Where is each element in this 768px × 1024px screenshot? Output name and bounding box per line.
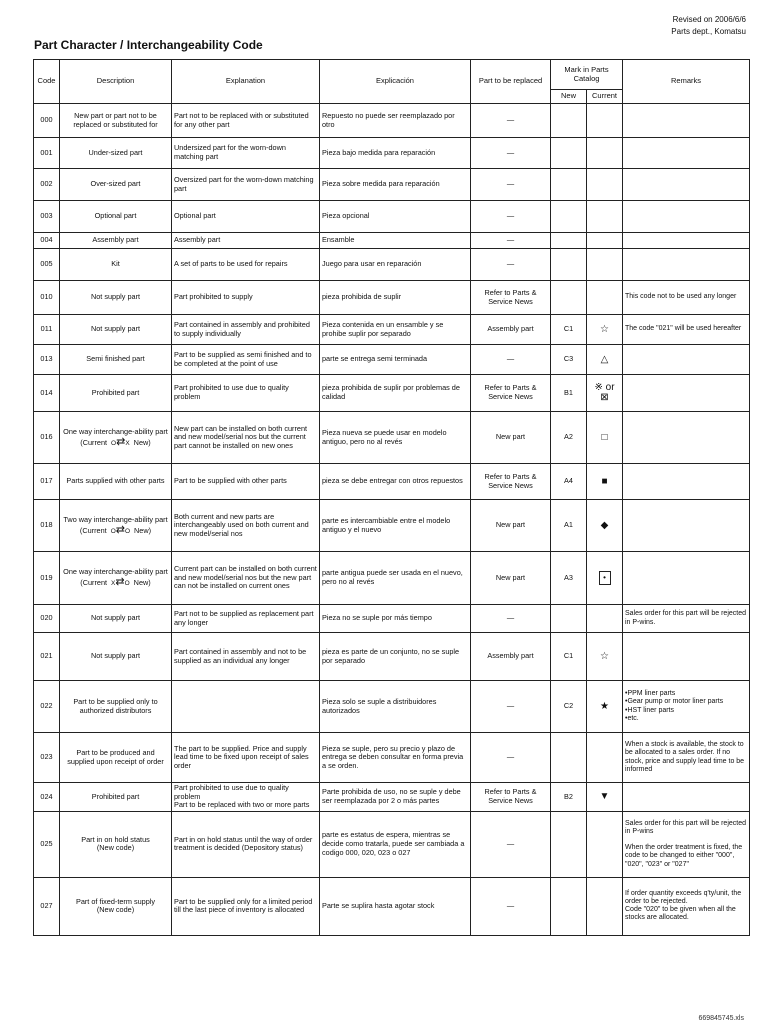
row-mark-new: B2 [551,783,587,812]
row-code: 019 [34,552,60,605]
row-remarks [623,169,750,201]
row-mark-current [587,811,623,877]
row-mark-new [551,169,587,201]
table-row [34,281,750,315]
row-explicacion: pieza se debe entregar con otros repuestos [320,464,471,500]
row-description [60,464,172,500]
arrow-bottom-mark: O [124,527,131,535]
description-text: Semi finished part [86,354,145,364]
row-description [60,552,172,605]
description-text: Kit [111,259,120,269]
description-text: Not supply part [90,613,141,623]
row-mark-current [587,249,623,281]
header-explicacion: Explicación [320,60,471,104]
catalog-mark-symbol: △ [600,353,609,365]
row-explicacion: Parte prohibida de uso, no se suple y debe ser reemplazada por 2 o más partes [320,783,471,812]
row-description [60,315,172,345]
arrow-left-label: (Current [79,525,107,535]
row-mark-new: A1 [551,500,587,552]
table-row [34,783,750,812]
row-description [60,783,172,812]
row-description [60,201,172,233]
row-mark-current [587,500,623,552]
description-text: Prohibited part [91,387,140,397]
table-row [34,249,750,281]
row-mark-new: C2 [551,681,587,733]
row-mark-new: A4 [551,464,587,500]
description-text: Not supply part [90,651,141,661]
table-row [34,811,750,877]
row-explanation: Part prohibited to supply [172,281,320,315]
row-code: 001 [34,138,60,169]
double-arrow-icon [111,435,130,448]
row-mark-current [587,552,623,605]
row-mark-current [587,104,623,138]
table-row [34,733,750,783]
revised-date: Revised on 2006/6/6 [672,15,746,24]
row-description [60,412,172,464]
row-code: 021 [34,633,60,681]
row-mark-current [587,633,623,681]
row-description [60,605,172,633]
description-text: Two way interchange-ability part [63,514,168,524]
row-replaced: Refer to Parts & Service News [471,783,551,812]
description-text: Part of fixed-term supply (New code) [75,896,156,915]
row-replaced: — [471,811,551,877]
description-text: Part to be produced and supplied upon receipt of order [67,747,164,766]
row-remarks [623,138,750,169]
double-arrow-icon [110,523,131,536]
row-explanation: Part to be supplied with other parts [172,464,320,500]
row-mark-current [587,681,623,733]
arrow-left-label: (Current [80,578,108,587]
header-mark-new: New [551,90,587,104]
header-replaced: Part to be replaced [471,60,551,104]
row-explanation: Part in on hold status until the way of order treatment is decided (Depository status) [172,811,320,877]
row-remarks [623,412,750,464]
row-code: 024 [34,783,60,812]
table-row [34,315,750,345]
row-remarks [623,249,750,281]
row-code: 020 [34,605,60,633]
row-remarks [623,201,750,233]
description-text: Not supply part [90,324,141,334]
row-replaced: — [471,201,551,233]
row-explanation: Part prohibited to use due to quality problem [172,375,320,412]
row-code: 027 [34,877,60,935]
table-row [34,681,750,733]
table-row [34,500,750,552]
row-mark-current [587,375,623,412]
description-text: Part in on hold status (New code) [81,834,150,853]
row-explicacion: Pieza se suple, pero su precio y plazo de entrega se deben consultar en forma previa a se orden. [320,733,471,783]
row-code: 014 [34,375,60,412]
row-mark-new [551,281,587,315]
row-code: 011 [34,315,60,345]
row-description [60,681,172,733]
row-description [60,633,172,681]
row-mark-current [587,281,623,315]
row-mark-current [587,783,623,812]
header-code: Code [34,60,60,104]
row-mark-new [551,201,587,233]
row-mark-new [551,249,587,281]
interchange-arrow [62,435,169,448]
row-explanation: Oversized part for the worn-down matching part [172,169,320,201]
row-replaced: New part [471,552,551,605]
arrow-top-mark: O [111,439,117,447]
row-mark-current [587,464,623,500]
revision-info [671,14,746,38]
row-code: 018 [34,500,60,552]
row-mark-new [551,811,587,877]
row-replaced: — [471,681,551,733]
table-row [34,464,750,500]
catalog-mark-symbol: • [599,571,611,585]
row-code: 017 [34,464,60,500]
row-code: 004 [34,233,60,249]
interchange-arrow [62,523,169,536]
arrow-right-label: New) [133,578,151,587]
department: Parts dept., Komatsu [671,27,746,36]
row-remarks [623,104,750,138]
row-mark-new [551,233,587,249]
row-explicacion: Pieza bajo medida para reparación [320,138,471,169]
row-explicacion: Repuesto no puede ser reemplazado por otro [320,104,471,138]
row-description [60,249,172,281]
row-explanation: Part to be supplied as semi finished and to be completed at the point of use [172,345,320,375]
row-mark-current [587,201,623,233]
row-remarks: Sales order for this part will be rejected in P-wins. [623,605,750,633]
row-explicacion: Parte se suplira hasta agotar stock [320,877,471,935]
row-mark-new: B1 [551,375,587,412]
table-row [34,552,750,605]
row-explicacion: Pieza opcional [320,201,471,233]
code-table [33,59,750,936]
description-text: Assembly part [92,235,139,245]
row-explicacion: pieza prohibida de suplir [320,281,471,315]
row-mark-current [587,138,623,169]
table-row [34,633,750,681]
row-explicacion: parte se entrega semi terminada [320,345,471,375]
row-explicacion: Pieza no se suple por más tiempo [320,605,471,633]
row-remarks [623,375,750,412]
table-row [34,412,750,464]
row-explanation: Both current and new parts are interchangeably used on both current and new model/serial nos [172,500,320,552]
row-replaced: — [471,249,551,281]
double-arrow-icon [111,576,130,588]
description-text: New part or part not to be replaced or substituted for [73,110,158,129]
row-mark-new [551,605,587,633]
row-code: 010 [34,281,60,315]
row-mark-new: C1 [551,633,587,681]
row-remarks: When a stock is available, the stock to be allocated to a sales order. If no stock, price and supply lead time to be informed [623,733,750,783]
row-replaced: Refer to Parts & Service News [471,281,551,315]
row-remarks [623,233,750,249]
row-description [60,345,172,375]
catalog-mark-symbol: ☆ [600,650,609,662]
row-explanation: Part not to be replaced with or substituted for any other part [172,104,320,138]
row-code: 025 [34,811,60,877]
exchange-arrows-icon: ⇄ [115,576,125,588]
row-description [60,877,172,935]
row-explicacion: Ensamble [320,233,471,249]
row-replaced: — [471,104,551,138]
description-text: Prohibited part [91,791,140,801]
row-code: 016 [34,412,60,464]
row-description [60,281,172,315]
description-text: Parts supplied with other parts [66,476,165,486]
row-remarks: If order quantity exceeds q'ty/unit, the order to be rejected. Code "020" to be given when all the stocks are allocated. [623,877,750,935]
description-text: Under-sized part [88,147,143,157]
row-replaced: — [471,169,551,201]
row-mark-current [587,315,623,345]
row-replaced: Assembly part [471,315,551,345]
row-code: 022 [34,681,60,733]
table-row [34,201,750,233]
exchange-arrows-icon: ⇄ [116,435,126,448]
row-remarks [623,783,750,812]
header-remarks: Remarks [623,60,750,104]
row-remarks [623,500,750,552]
row-replaced: — [471,733,551,783]
table-row [34,605,750,633]
row-explicacion: pieza prohibida de suplir por problemas de calidad [320,375,471,412]
catalog-mark-symbol: □ [601,431,608,443]
arrow-top-mark: O [110,527,116,535]
row-explanation: New part can be installed on both current and new model/serial nos but the current part cannot be installed on new ones [172,412,320,464]
row-explicacion: parte es estatus de espera, mientras se decide como tratarla, puede ser cambiada a codigo 000, 020, 023 o 027 [320,811,471,877]
row-code: 013 [34,345,60,375]
row-explicacion: Juego para usar en reparación [320,249,471,281]
header-mark: Mark in Parts Catalog [551,60,623,90]
row-explanation: Assembly part [172,233,320,249]
row-code: 002 [34,169,60,201]
row-code: 023 [34,733,60,783]
row-explanation: Undersized part for the worn-down matching part [172,138,320,169]
table-row [34,345,750,375]
file-name: 669845745.xls [698,1015,744,1022]
header-explanation: Explanation [172,60,320,104]
arrow-right-label: New) [133,437,151,447]
table-row [34,877,750,935]
row-replaced: — [471,233,551,249]
row-remarks [623,345,750,375]
catalog-mark-symbol: ※ or ⊠ [594,382,615,403]
row-remarks: •PPM liner parts •Gear pump or motor liner parts •HST liner parts •etc. [623,681,750,733]
interchange-arrow [62,576,169,588]
row-explanation: Part contained in assembly and not to be supplied as an individual any longer [172,633,320,681]
row-remarks: This code not to be used any longer [623,281,750,315]
row-mark-new: C1 [551,315,587,345]
row-mark-new: A3 [551,552,587,605]
row-description [60,169,172,201]
exchange-arrows-icon: ⇄ [115,523,125,536]
row-explanation: Part not to be supplied as replacement part any longer [172,605,320,633]
row-mark-current [587,605,623,633]
row-replaced: — [471,877,551,935]
row-explanation: The part to be supplied. Price and supply lead time to be fixed upon receipt of sales order [172,733,320,783]
arrow-left-label: (Current [80,437,108,447]
row-description [60,811,172,877]
row-description [60,733,172,783]
row-mark-new [551,877,587,935]
page-title: Part Character / Interchangeability Code [34,38,263,52]
description-text: Optional part [94,211,137,221]
row-replaced: Assembly part [471,633,551,681]
description-text: One way interchange-ability part [63,426,168,436]
row-mark-current [587,169,623,201]
row-mark-current [587,345,623,375]
row-code: 005 [34,249,60,281]
row-remarks [623,464,750,500]
row-replaced: — [471,138,551,169]
arrow-top-mark: X [111,580,116,587]
header-mark-current: Current [587,90,623,104]
row-mark-current [587,233,623,249]
table-row [34,169,750,201]
row-explicacion: parte antigua puede ser usada en el nuevo, pero no al revés [320,552,471,605]
table-row [34,138,750,169]
row-description [60,233,172,249]
row-explanation: Part contained in assembly and prohibited to supply individually [172,315,320,345]
description-text: One way interchange-ability part [63,567,168,577]
row-mark-current [587,733,623,783]
arrow-bottom-mark: X [125,439,130,447]
row-mark-new [551,138,587,169]
catalog-mark-symbol: ★ [600,700,609,712]
table-row [34,375,750,412]
row-mark-current [587,877,623,935]
row-remarks [623,552,750,605]
row-explicacion: Pieza contenida en un ensamble y se prohibe suplir por separado [320,315,471,345]
arrow-right-label: New) [134,525,152,535]
row-explanation: Current part can be installed on both current and new model/serial nos but the new part can not be installed on current ones [172,552,320,605]
row-replaced: New part [471,412,551,464]
row-explicacion: Pieza nueva se puede usar en modelo antiguo, pero no al revés [320,412,471,464]
row-mark-new [551,104,587,138]
row-remarks: Sales order for this part will be rejected in P-wins When the order treatment is fixed, the code to be changed to either "000", "020", "023" or "027" [623,811,750,877]
catalog-mark-symbol: ☆ [600,323,609,335]
description-text: Over-sized part [90,179,141,189]
row-mark-new: A2 [551,412,587,464]
row-explicacion: Pieza solo se suple a distribuidores autorizados [320,681,471,733]
row-replaced: — [471,605,551,633]
row-mark-new [551,733,587,783]
catalog-mark-symbol: ▼ [599,790,610,802]
row-replaced: Refer to Parts & Service News [471,375,551,412]
row-remarks [623,633,750,681]
row-code: 003 [34,201,60,233]
row-description [60,500,172,552]
row-explanation: Part to be supplied only for a limited period till the last piece of inventory is allocated [172,877,320,935]
row-mark-current [587,412,623,464]
row-mark-new: C3 [551,345,587,375]
row-replaced: New part [471,500,551,552]
row-explanation [172,681,320,733]
row-explanation: A set of parts to be used for repairs [172,249,320,281]
row-replaced: Refer to Parts & Service News [471,464,551,500]
row-description [60,104,172,138]
row-remarks: The code "021" will be used hereafter [623,315,750,345]
row-description [60,375,172,412]
arrow-bottom-mark: O [124,580,130,587]
table-row [34,104,750,138]
row-explicacion: parte es intercambiable entre el modelo antiguo y el nuevo [320,500,471,552]
table-row [34,233,750,249]
catalog-mark-symbol: ◆ [600,519,609,531]
description-text: Part to be supplied only to authorized distributors [73,696,158,715]
row-explanation: Optional part [172,201,320,233]
description-text: Not supply part [90,292,141,302]
row-replaced: — [471,345,551,375]
row-explicacion: pieza es parte de un conjunto, no se suple por separado [320,633,471,681]
row-explicacion: Pieza sobre medida para reparación [320,169,471,201]
row-explanation: Part prohibited to use due to quality problem Part to be replaced with two or more parts [172,783,320,812]
catalog-mark-symbol: ■ [601,475,608,487]
header-description: Description [60,60,172,104]
row-description [60,138,172,169]
row-code: 000 [34,104,60,138]
